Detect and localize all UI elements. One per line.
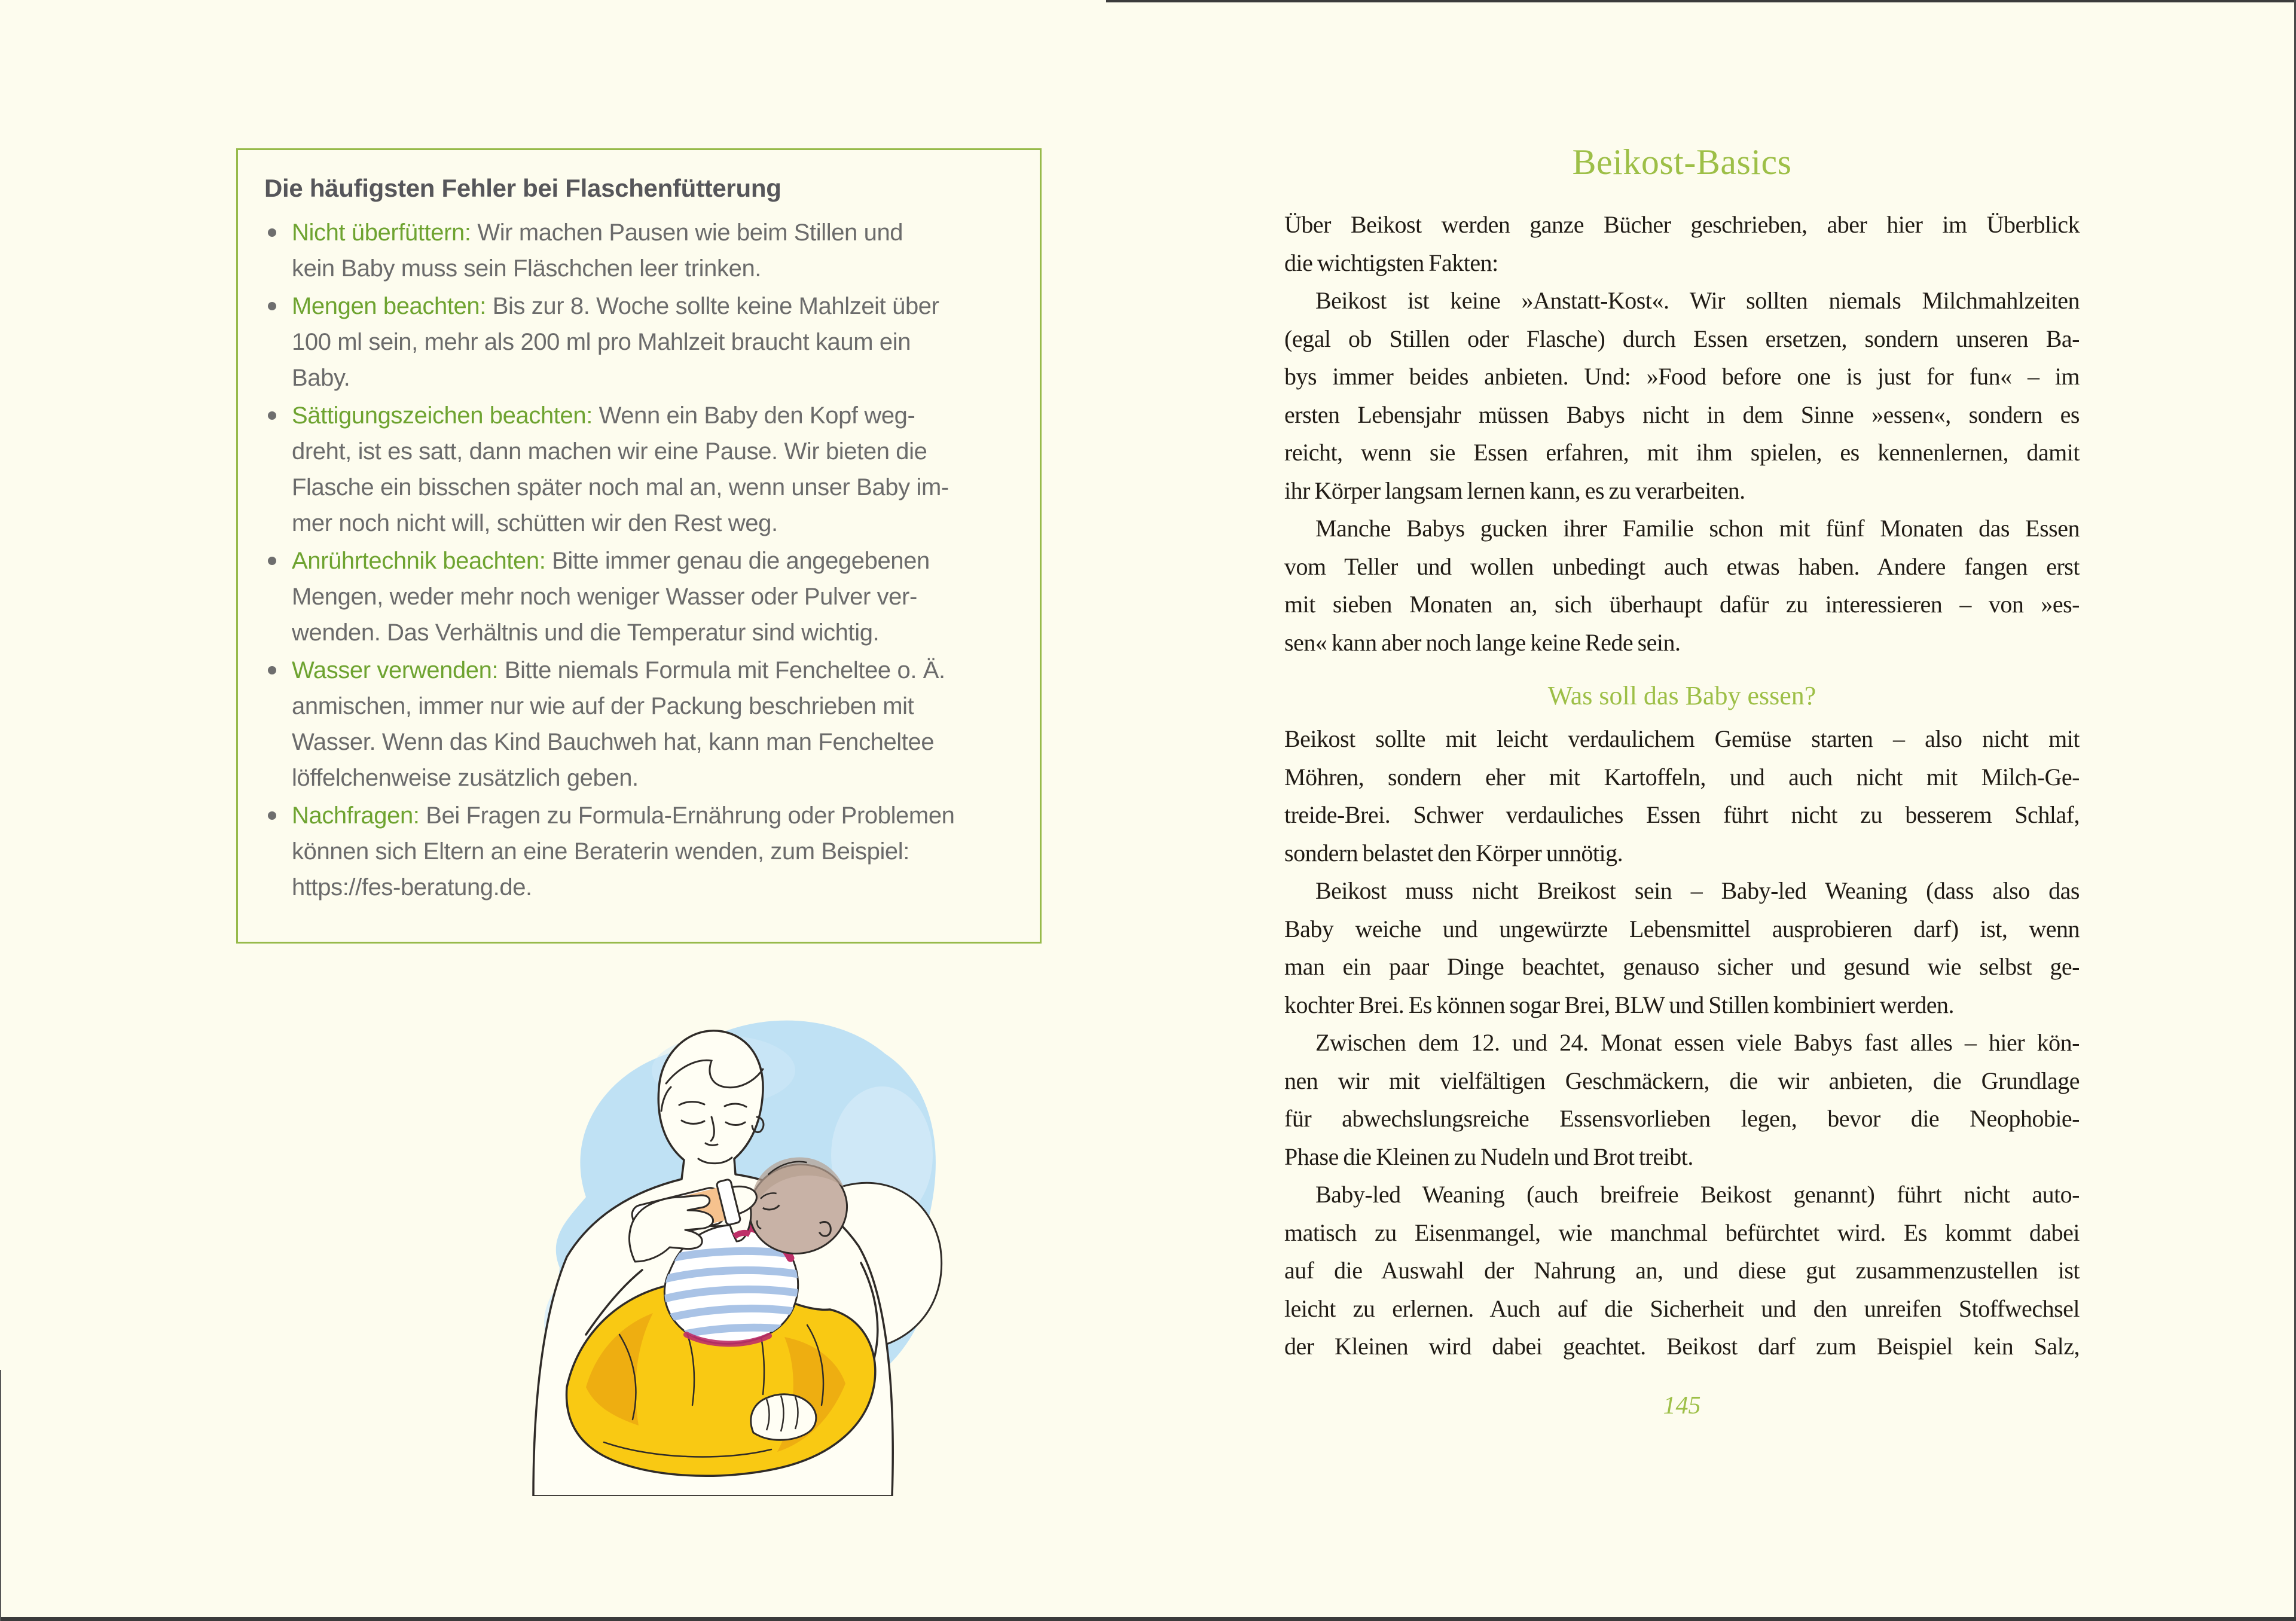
- text-line: der Kleinen wird dabei geachtet. Beikost darf zum Beispiel kein Salz,: [1284, 1333, 2080, 1360]
- bullet-label: Mengen beachten:: [292, 293, 493, 319]
- bullet-label: Nachfragen:: [292, 802, 426, 829]
- text-line: sondern belastet den Körper unnötig.: [1284, 839, 1623, 866]
- body-text-block-2: [1284, 720, 2080, 1366]
- bullet-line: anmischen, immer nur wie auf der Packung beschrieben mit: [292, 693, 914, 719]
- bullet-item: [264, 798, 1012, 905]
- text-line: Baby-led Weaning (auch breifreie Beikost genannt) führt nicht auto-: [1315, 1181, 2080, 1208]
- bullet-dot: [268, 228, 276, 237]
- bullet-line: Anrührtechnik beachten: Bitte immer genau die angegebenen: [292, 548, 930, 574]
- bullet-line: kein Baby muss sein Fläschchen leer trinken.: [292, 255, 761, 282]
- bullet-line: Wasser. Wenn das Kind Bauchweh hat, kann man Fencheltee: [292, 729, 935, 755]
- scan-edge-bottom: [0, 1617, 2296, 1621]
- bullet-label: Nicht überfüttern:: [292, 219, 478, 246]
- text-line: leicht zu erlernen. Auch auf die Sicherheit und den unreifen Stoffwechsel: [1284, 1295, 2080, 1322]
- text-line: ersten Lebensjahr müssen Babys nicht in dem Sinne »essen«, sondern es: [1284, 401, 2080, 428]
- paragraph: [1284, 1024, 2080, 1176]
- father-hand-under: [751, 1394, 816, 1440]
- text-line: Beikost ist keine »Anstatt-Kost«. Wir sollten niemals Milchmahlzeiten: [1315, 287, 2080, 314]
- body-text-block-1: [1284, 206, 2080, 661]
- chapter-heading: Beikost-Basics: [1572, 142, 1792, 182]
- bullet-line: dreht, ist es satt, dann machen wir eine Pause. Wir bieten die: [292, 438, 927, 465]
- text-line: treide-Brei. Schwer verdauliches Essen führt nicht zu besserem Schlaf,: [1284, 801, 2080, 828]
- paragraph: [1284, 206, 2080, 282]
- tip-box-title: Die häufigsten Fehler bei Flaschenfütterung: [264, 174, 781, 202]
- bullet-item: [264, 398, 1012, 541]
- text-line: Beikost muss nicht Breikost sein – Baby-led Weaning (dass also das: [1315, 877, 2080, 904]
- bullet-label: Anrührtechnik beachten:: [292, 548, 552, 574]
- bullet-dot: [268, 666, 276, 674]
- text-line: reicht, wenn sie Essen erfahren, mit ihm spielen, es kennenlernen, damit: [1284, 439, 2080, 466]
- text-line: ihr Körper langsam lernen kann, es zu verarbeiten.: [1284, 477, 1745, 504]
- paragraph: [1284, 872, 2080, 1024]
- paragraph: [1284, 282, 2080, 509]
- right-page: [1284, 142, 2080, 1421]
- scan-edge-top: [1106, 0, 2296, 2]
- bullet-line: Nachfragen: Bei Fragen zu Formula-Ernährung oder Problemen: [292, 802, 955, 829]
- text-line: man ein paar Dinge beachtet, genauso sicher und gesund wie selbst ge-: [1284, 953, 2080, 980]
- text-line: Möhren, sondern eher mit Kartoffeln, und auch nicht mit Milch-Ge-: [1284, 763, 2080, 790]
- bullet-dot: [268, 411, 276, 420]
- bullet-line: Nicht überfüttern: Wir machen Pausen wie beim Stillen und: [292, 219, 903, 246]
- paragraph: [1284, 1176, 2080, 1366]
- bullet-line: mer noch nicht will, schütten wir den Rest weg.: [292, 510, 778, 536]
- page-number: 145: [1663, 1391, 1701, 1419]
- text-line: nen wir mit vielfältigen Geschmäckern, die wir anbieten, die Grundlage: [1284, 1067, 2080, 1094]
- text-line: Phase die Kleinen zu Nudeln und Brot treibt.: [1284, 1143, 1693, 1170]
- text-line: auf die Auswahl der Nahrung an, und diese gut zusammenzustellen ist: [1284, 1257, 2080, 1284]
- tip-box-bullet-list: [264, 215, 1012, 905]
- text-line: Zwischen dem 12. und 24. Monat essen viele Babys fast alles – hier kön-: [1315, 1029, 2080, 1056]
- bullet-label: Wasser verwenden:: [292, 657, 505, 683]
- bullet-item: [264, 215, 1012, 286]
- text-line: Baby weiche und ungewürzte Lebensmittel ausprobieren darf) ist, wenn: [1284, 915, 2080, 942]
- illustration-father-feeding-baby: [496, 1000, 951, 1496]
- text-line: die wichtigsten Fakten:: [1284, 249, 1498, 276]
- bullet-line: Wasser verwenden: Bitte niemals Formula mit Fencheltee o. Ä.: [292, 657, 945, 683]
- bullet-dot: [268, 557, 276, 565]
- bullet-line: Sättigungszeichen beachten: Wenn ein Baby den Kopf weg-: [292, 402, 915, 429]
- bullet-line: Mengen beachten: Bis zur 8. Woche sollte keine Mahlzeit über: [292, 293, 939, 319]
- text-line: matisch zu Eisenmangel, wie manchmal befürchtet wird. Es kommt dabei: [1284, 1219, 2080, 1246]
- text-line: Über Beikost werden ganze Bücher geschrieben, aber hier im Überblick: [1284, 211, 2080, 238]
- text-line: sen« kann aber noch lange keine Rede sein.: [1284, 628, 1681, 656]
- text-line: kochter Brei. Es können sogar Brei, BLW und Stillen kombiniert werden.: [1284, 991, 1954, 1018]
- paragraph: [1284, 509, 2080, 661]
- text-line: vom Teller und wollen unbedingt auch etwas haben. Andere fangen erst: [1284, 552, 2080, 580]
- paragraph: [1284, 720, 2080, 872]
- text-line: (egal ob Stillen oder Flasche) durch Essen ersetzen, sondern unseren Ba-: [1284, 325, 2080, 352]
- bullet-line: wenden. Das Verhältnis und die Temperatur sind wichtig.: [292, 619, 880, 646]
- text-line: mit sieben Monaten an, sich überhaupt dafür zu interessieren – von »es-: [1284, 591, 2080, 618]
- text-line: für abwechslungsreiche Essensvorlieben legen, bevor die Neophobie-: [1284, 1105, 2080, 1132]
- text-line: Manche Babys gucken ihrer Familie schon mit fünf Monaten das Essen: [1315, 515, 2080, 542]
- bullet-line: Flasche ein bisschen später noch mal an, wenn unser Baby im-: [292, 474, 949, 500]
- text-line: Beikost sollte mit leicht verdaulichem Gemüse starten – also nicht mit: [1284, 725, 2080, 752]
- section-heading: Was soll das Baby essen?: [1547, 681, 1816, 710]
- bullet-line: https://fes-beratung.de.: [292, 874, 532, 900]
- bullet-line: Baby.: [292, 365, 350, 391]
- bullet-label: Sättigungszeichen beachten:: [292, 402, 599, 429]
- bullet-dot: [268, 302, 276, 310]
- bullet-item: [264, 652, 1012, 796]
- bullet-line: können sich Eltern an eine Beraterin wenden, zum Beispiel:: [292, 838, 909, 865]
- bullet-line: löffelchenweise zusätzlich geben.: [292, 765, 639, 791]
- bullet-item: [264, 543, 1012, 651]
- bullet-line: 100 ml sein, mehr als 200 ml pro Mahlzeit braucht kaum ein: [292, 329, 911, 355]
- bullet-dot: [268, 811, 276, 820]
- scan-edge-left: [0, 1370, 1, 1621]
- text-line: bys immer beides anbieten. Und: »Food before one is just for fun« – im: [1284, 363, 2080, 390]
- bullet-item: [264, 288, 1012, 396]
- bullet-line: Mengen, weder mehr noch weniger Wasser oder Pulver ver-: [292, 584, 917, 610]
- tip-box: [236, 148, 1042, 944]
